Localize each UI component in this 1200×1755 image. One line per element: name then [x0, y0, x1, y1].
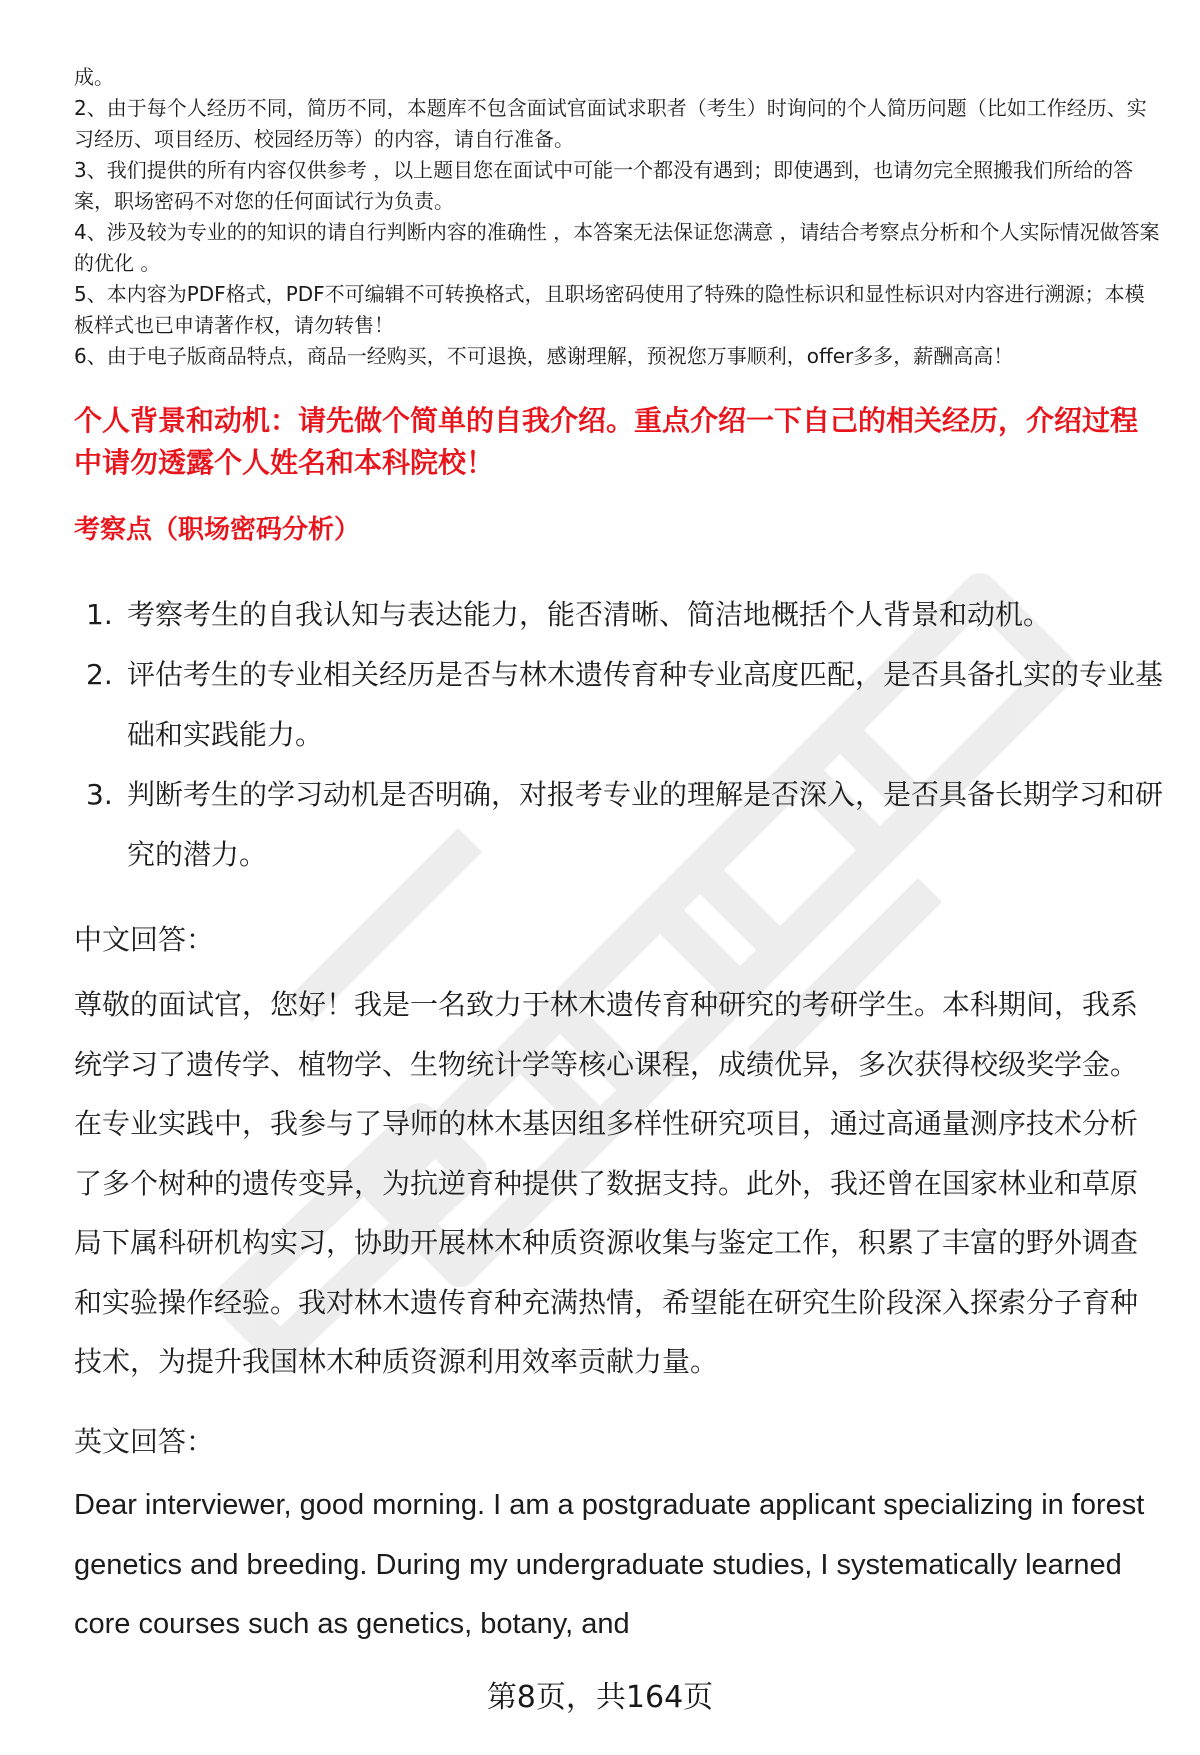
page-number-footer: 第8页，共164页: [486, 1680, 714, 1715]
assessment-point: [74, 585, 1164, 645]
english-answer-text: Dear interviewer, good morning. I am a postgraduate applicant specializing in forest genetics and breeding. During my undergraduate studies, I systematically learned core courses such as genetics, botany, and: [74, 1489, 1145, 1640]
note-line: 成。: [74, 65, 114, 89]
note-line: 5、本内容为PDF格式，PDF不可编辑不可转换格式，且职场密码使用了特殊的隐性标识和显性标识对内容进行溯源；本模板样式也已申请著作权，请勿转售！: [74, 282, 1145, 337]
chinese-answer-label: 中文回答：: [74, 923, 215, 956]
point-text: 评估考生的专业相关经历是否与林木遗传育种专业高度匹配，是否具备扎实的专业基础和实践能力。: [127, 658, 1164, 751]
assessment-points-list: [74, 585, 1164, 885]
point-number: 1.: [86, 598, 113, 631]
assessment-point: [74, 765, 1164, 885]
chinese-answer-text: 尊敬的面试官，您好！我是一名致力于林木遗传育种研究的考研学生。本科期间，我系统学习了遗传学、植物学、生物统计学等核心课程，成绩优异，多次获得校级奖学金。在专业实践中，我参与了导师的林木基因组多样性研究项目，通过高通量测序技术分析了多个树种的遗传变异，为抗逆育种提供了数据支持。此外，我还曾在国家林业和草原局下属科研机构实习，协助开展林木种质资源收集与鉴定工作，积累了丰富的野外调查和实验操作经验。我对林木遗传育种充满热情，希望能在研究生阶段深入探索分子育种技术，为提升我国林木种质资源利用效率贡献力量。: [74, 988, 1139, 1378]
point-text: 判断考生的学习动机是否明确，对报考专业的理解是否深入，是否具备长期学习和研究的潜力。: [127, 778, 1164, 871]
point-text: 考察考生的自我认知与表达能力，能否清晰、简洁地概括个人背景和动机。: [127, 598, 1052, 631]
interview-question: 个人背景和动机：请先做个简单的自我介绍。重点介绍一下自己的相关经历，介绍过程中请勿透露个人姓名和本科院校！: [74, 404, 1139, 479]
assessment-point: [74, 645, 1164, 765]
note-line: 2、由于每个人经历不同，简历不同，本题库不包含面试官面试求职者（考生）时询问的个人简历问题（比如工作经历、实习经历、项目经历、校园经历等）的内容，请自行准备。: [74, 96, 1147, 151]
disclaimer-notes: [74, 62, 1164, 372]
english-answer-label: 英文回答：: [74, 1425, 215, 1458]
point-number: 2.: [86, 658, 113, 691]
note-line: 4、涉及较为专业的的知识的请自行判断内容的准确性 ，本答案无法保证您满意 ，请结合考察点分析和个人实际情况做答案的优化 。: [74, 220, 1160, 275]
note-line: 6、由于电子版商品特点，商品一经购买，不可退换，感谢理解，预祝您万事顺利，offer多多，薪酬高高！: [74, 344, 1014, 368]
note-line: 3、我们提供的所有内容仅供参考 ，以上题目您在面试中可能一个都没有遇到；即使遇到，也请勿完全照搬我们所给的答案，职场密码不对您的任何面试行为负责。: [74, 158, 1134, 213]
assessment-points-heading: 考察点（职场密码分析）: [74, 515, 361, 545]
point-number: 3.: [86, 778, 113, 811]
